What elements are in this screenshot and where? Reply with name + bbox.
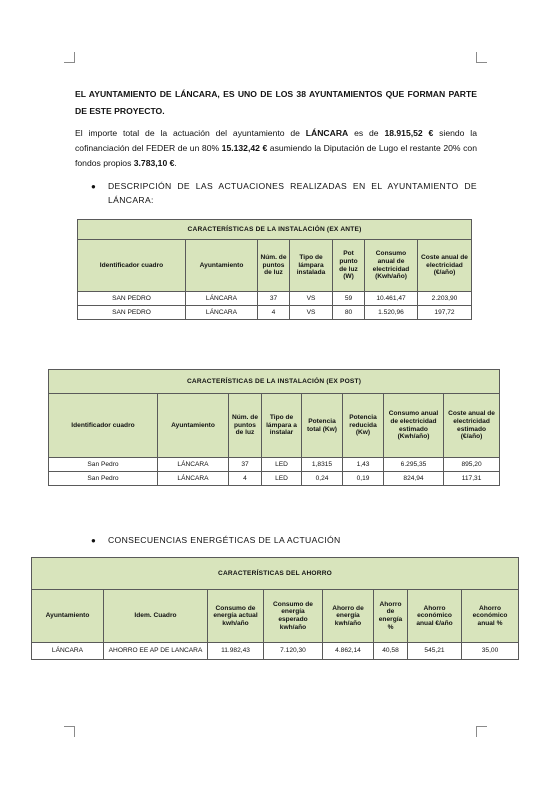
table-cell: 37 [258,292,290,306]
table-row [78,292,472,306]
crop-mark-top-left [64,52,75,63]
bullet-description [91,180,477,207]
table-cell: 117,31 [444,472,500,486]
column-header: Potencia total (Kw) [302,394,343,458]
section-heading: EL AYUNTAMIENTO DE LÁNCARA, ES UNO DE LOS 38 AYUNTAMIENTOS QUE FORMAN PARTE DE ESTE PROYECTO. [75,89,477,116]
column-header: Consumo anual de electricidad (Kwh/año) [365,240,418,292]
crop-mark-bottom-left [64,726,75,737]
table-cell: San Pedro [49,458,158,472]
column-header: Potencia reducida (Kw) [343,394,384,458]
bullet-text: DESCRIPCIÓN DE LAS ACTUACIONES REALIZADAS EN EL AYUNTAMIENTO DE LÁNCARA: [108,181,477,205]
table-row [78,306,472,320]
table-cell: 1,8315 [302,458,343,472]
bullet-dot: ● [91,182,96,191]
table-cell: 1.520,96 [365,306,418,320]
paragraph-text: siendo la cofinanciación del FEDER de un 80% [75,128,477,153]
table-row [49,472,500,486]
table-cell: VS [290,292,333,306]
column-header: Consumo anual de electricidad estimado (Kwh/año) [384,394,444,458]
municipality-name: LÁNCARA [305,128,349,138]
table-cell: LÁNCARA [186,306,258,320]
crop-mark-bottom-right [476,726,487,737]
table-cell: 35,00 [462,643,519,660]
table-cell: 197,72 [418,306,472,320]
table-cell: LÁNCARA [186,292,258,306]
table-cell: 1,43 [343,458,384,472]
column-header: Identificador cuadro [49,394,158,458]
table-cell: 59 [333,292,365,306]
column-header: Pot punto de luz (W) [333,240,365,292]
table-cell: LÁNCARA [158,472,229,486]
column-header: Coste anual de electricidad (€/año) [418,240,472,292]
table-title: CARACTERÍSTICAS DE LA INSTALACIÓN (EX POST) [49,370,500,394]
column-header: Coste anual de electricidad estimado (€/año) [444,394,500,458]
table-cell: 6.295,35 [384,458,444,472]
column-header: Ahorro de energía % [374,590,408,643]
table-ex-ante [77,219,472,320]
table-cell: 4.862,14 [323,643,374,660]
table-cell: LÁNCARA [158,458,229,472]
table-cell: 0,19 [343,472,384,486]
table-cell: SAN PEDRO [78,306,186,320]
total-amount: 18.915,52 € [384,128,434,138]
table-ahorro [31,557,519,660]
column-header: Ahorro económico anual % [462,590,519,643]
column-header: Ayuntamiento [158,394,229,458]
bullet-text: CONSECUENCIAS ENERGÉTICAS DE LA ACTUACIÓN [108,535,341,545]
table-cell: AHORRO EE AP DE LANCARA [104,643,208,660]
table-cell: 824,94 [384,472,444,486]
crop-mark-top-right [476,52,487,63]
table-cell: 80 [333,306,365,320]
paragraph-text: . [174,157,177,168]
table-cell: LED [262,458,302,472]
bullet-dot: ● [91,536,96,545]
paragraph-text: El importe total de la actuación del ayuntamiento de [75,128,306,138]
paragraph-text: asumiendo la Diputación de Lugo el restante 20% con fondos propios [75,142,477,168]
column-header: Ayuntamiento [32,590,104,643]
funding-paragraph [75,126,477,170]
paragraph-text: es de [348,128,385,138]
column-header: Núm. de puntos de luz [229,394,262,458]
own-funds-amount: 3.783,10 € [133,157,175,168]
column-header: Identificador cuadro [78,240,186,292]
table-row [49,458,500,472]
table-cell: VS [290,306,333,320]
column-header: Ahorro económico anual €/año [408,590,462,643]
table-cell: 895,20 [444,458,500,472]
column-header: Tipo de lámpara a instalar [262,394,302,458]
table-cell: 7.120,30 [264,643,323,660]
table-cell: 2.203,90 [418,292,472,306]
table-cell: SAN PEDRO [78,292,186,306]
table-cell: 0,24 [302,472,343,486]
table-cell: San Pedro [49,472,158,486]
column-header: Consumo de energía actual kwh/año [208,590,264,643]
table-cell: 40,58 [374,643,408,660]
column-header: Núm. de puntos de luz [258,240,290,292]
table-title: CARACTERÍSTICAS DEL AHORRO [32,558,519,590]
table-cell: 37 [229,458,262,472]
table-title: CARACTERÍSTICAS DE LA INSTALACIÓN (EX ANTE) [78,220,472,240]
table-cell: 4 [258,306,290,320]
column-header: Ayuntamiento [186,240,258,292]
table-cell: 4 [229,472,262,486]
table-cell: LED [262,472,302,486]
column-header: Idem. Cuadro [104,590,208,643]
column-header: Tipo de lámpara instalada [290,240,333,292]
column-header: Consumo de energía esperado kwh/año [264,590,323,643]
table-ex-post [48,369,500,486]
table-cell: 10.461,47 [365,292,418,306]
column-header: Ahorro de energía kwh/año [323,590,374,643]
table-cell: 11.982,43 [208,643,264,660]
table-row [32,643,519,660]
bullet-consequences [91,534,477,548]
table-cell: LÁNCARA [32,643,104,660]
table-cell: 545,21 [408,643,462,660]
feder-amount: 15.132,42 € [221,142,268,153]
